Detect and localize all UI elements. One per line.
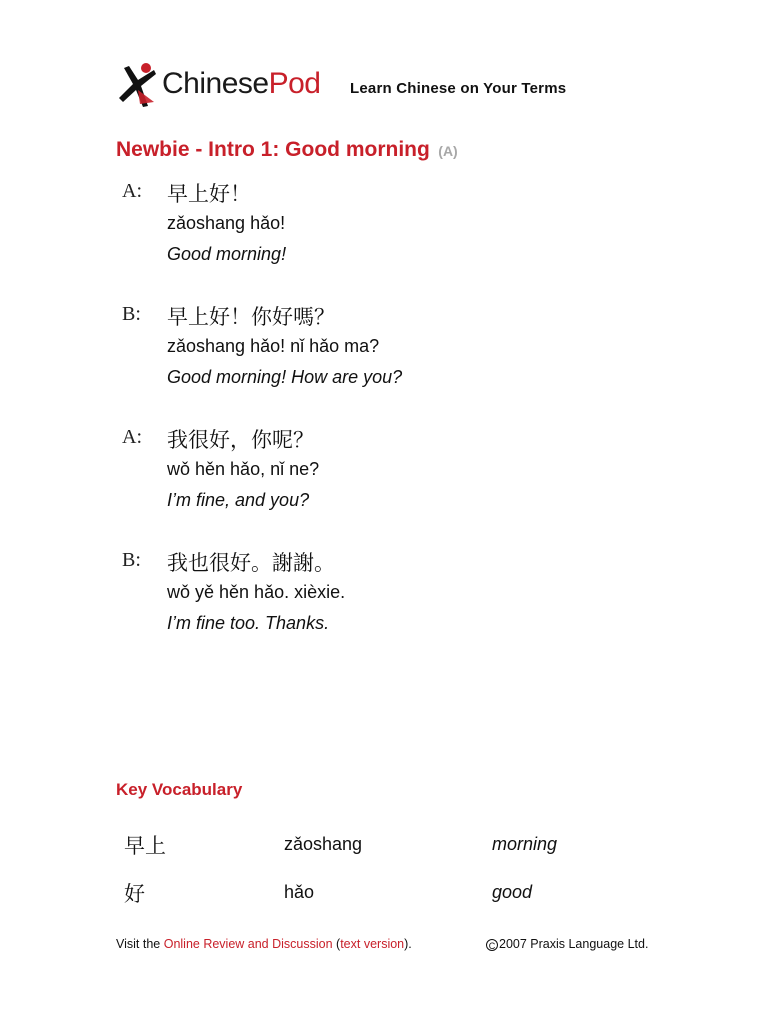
- copyright-text: 2007 Praxis Language Ltd.: [499, 937, 649, 951]
- hanzi-text: 早上好！你好嗎？: [167, 305, 335, 329]
- vocab-english: morning: [492, 834, 558, 854]
- speaker-label: B:: [122, 549, 141, 571]
- brand-part-pod: Pod: [268, 67, 321, 100]
- vocab-pinyin: zǎoshang: [284, 834, 363, 854]
- dialogue-line: [122, 301, 682, 424]
- footer-suffix: ).: [404, 937, 412, 951]
- tagline: Learn Chinese on Your Terms: [350, 80, 567, 97]
- dialogue-line: [122, 178, 682, 301]
- hanzi-text: 我也很好。謝謝。: [167, 551, 335, 575]
- dialogue-line: [122, 424, 682, 547]
- pinyin-text: wǒ yě hěn hǎo. xièxie.: [167, 582, 346, 602]
- footer-paren-open: (: [332, 937, 341, 951]
- copyright-notice: [486, 937, 648, 951]
- dialogue-line: [122, 547, 682, 670]
- vocabulary-row: [0, 830, 768, 870]
- speaker-label: B:: [122, 303, 141, 325]
- speaker-label: A:: [122, 426, 142, 448]
- online-review-link[interactable]: Online Review and Discussion: [163, 937, 333, 951]
- vocab-pinyin: hǎo: [284, 882, 315, 902]
- english-translation: I’m fine too. Thanks.: [167, 613, 330, 633]
- vocab-english: good: [492, 882, 533, 902]
- english-translation: Good morning! How are you?: [167, 367, 403, 387]
- lesson-title: [116, 138, 458, 162]
- vocab-hanzi: 早上: [124, 834, 166, 858]
- dialogue: [122, 178, 682, 670]
- footer-prefix: Visit the: [116, 937, 164, 951]
- copyright-icon: C: [486, 939, 498, 951]
- text-version-link[interactable]: text version: [340, 937, 405, 951]
- pinyin-text: zǎoshang hǎo! nǐ hǎo ma?: [167, 336, 380, 356]
- english-translation: I’m fine, and you?: [167, 490, 310, 510]
- vocabulary-heading: Key Vocabulary: [116, 780, 243, 799]
- vocab-hanzi: 好: [124, 882, 145, 906]
- chinesepod-logo-icon: [116, 62, 158, 108]
- english-translation: Good morning!: [167, 244, 287, 264]
- brand-part-chinese: Chinese: [162, 67, 269, 100]
- speaker-label: A:: [122, 180, 142, 202]
- vocabulary-row: [0, 878, 768, 918]
- page-header: [116, 62, 676, 110]
- hanzi-text: 早上好！: [167, 182, 251, 206]
- lesson-level: (A): [438, 143, 458, 159]
- brand-name: [162, 66, 320, 102]
- hanzi-text: 我很好，你呢？: [167, 428, 314, 452]
- pinyin-text: wǒ hěn hǎo, nǐ ne?: [167, 459, 320, 479]
- pinyin-text: zǎoshang hǎo!: [167, 213, 286, 233]
- lesson-title-text: Newbie - Intro 1: Good morning: [116, 138, 430, 161]
